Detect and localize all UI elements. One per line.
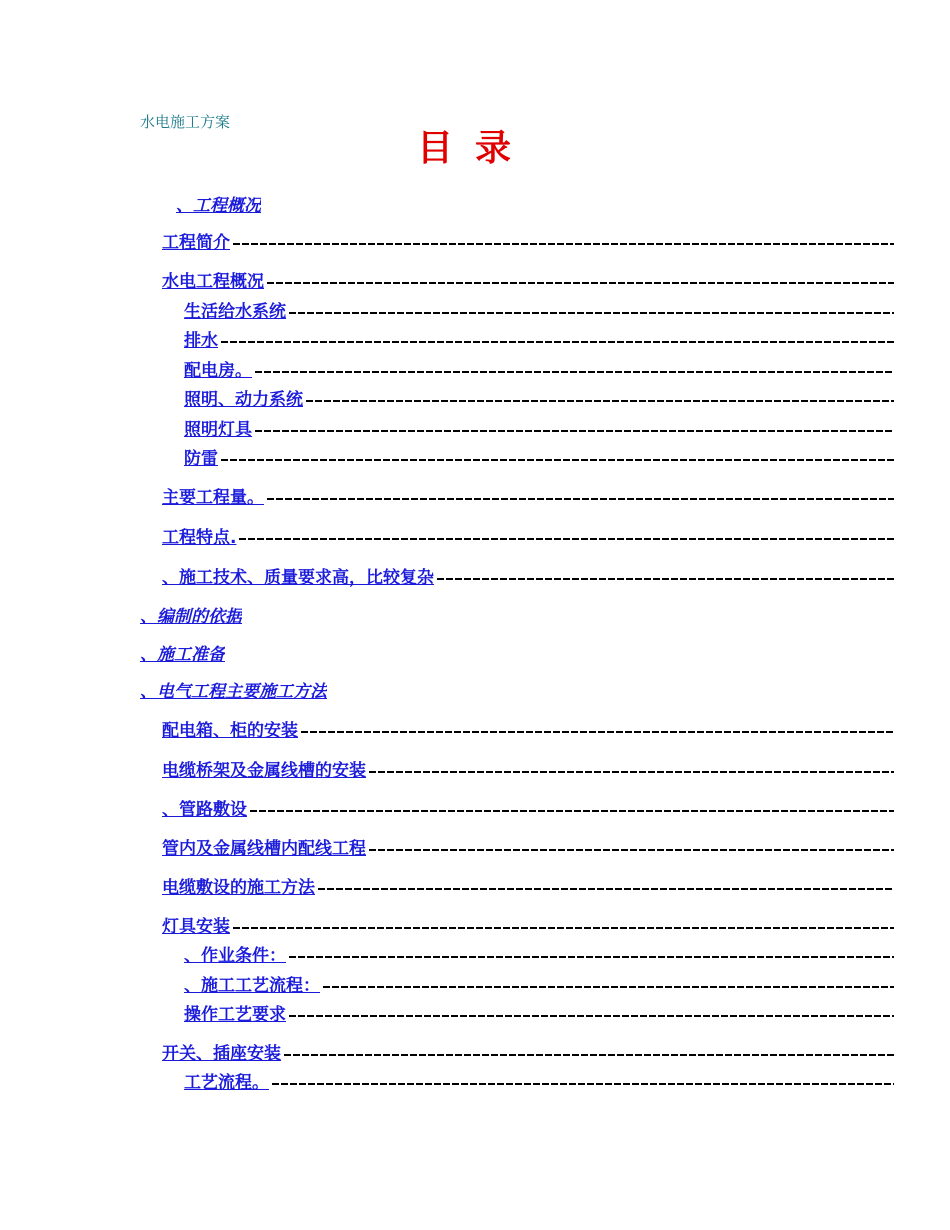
toc-item-lighting-fixtures[interactable] <box>184 418 894 440</box>
toc-label[interactable]: 、施工工艺流程： <box>184 976 320 996</box>
toc-item-work-conditions[interactable] <box>184 944 894 966</box>
toc-label[interactable]: 、编制的依据 <box>140 607 242 627</box>
toc-leader <box>289 1015 894 1017</box>
toc-section-electrical-methods[interactable] <box>140 680 327 702</box>
toc-label[interactable]: 、施工技术、质量要求高，比较复杂 <box>162 568 434 588</box>
toc-label[interactable]: 工程特点. <box>162 528 237 548</box>
toc-label[interactable]: 配电箱、柜的安装 <box>162 721 298 741</box>
toc-item-drainage[interactable] <box>184 329 894 351</box>
toc-label[interactable]: 主要工程量。 <box>162 488 264 508</box>
toc-leader <box>284 1054 894 1056</box>
toc-item-wiring[interactable] <box>162 837 894 859</box>
toc-label[interactable]: 、工程概况 <box>176 196 261 216</box>
toc-label[interactable]: 工艺流程。 <box>184 1073 269 1093</box>
toc-label[interactable]: 防雷 <box>184 449 218 469</box>
toc-label[interactable]: 生活给水系统 <box>184 302 286 322</box>
toc-item-water-electric-overview[interactable] <box>162 270 894 292</box>
toc-label[interactable]: 开关、插座安装 <box>162 1044 281 1064</box>
toc-item-process-flow[interactable] <box>184 974 894 996</box>
toc-item-lighting-power[interactable] <box>184 388 894 410</box>
toc-leader <box>233 243 894 245</box>
toc-label[interactable]: 、电气工程主要施工方法 <box>140 682 327 702</box>
toc-leader <box>239 538 894 540</box>
toc-label[interactable]: 电缆敷设的施工方法 <box>162 878 315 898</box>
toc-leader <box>233 927 894 929</box>
toc-label[interactable]: 灯具安装 <box>162 917 230 937</box>
toc-leader <box>369 771 894 773</box>
toc-leader <box>318 888 894 890</box>
toc-label[interactable]: 照明、动力系统 <box>184 390 303 410</box>
toc-item-project-intro[interactable] <box>162 231 894 253</box>
toc-leader <box>221 341 894 343</box>
toc-leader <box>301 731 894 733</box>
toc-item-cabinet-install[interactable] <box>162 719 894 741</box>
toc-leader <box>306 400 894 402</box>
running-header: 水电施工方案 <box>140 113 231 131</box>
toc-label[interactable]: 、作业条件： <box>184 946 286 966</box>
toc-label[interactable]: 照明灯具 <box>184 420 252 440</box>
toc-section-preparation[interactable] <box>140 643 225 665</box>
toc-item-switch-process-flow[interactable] <box>184 1071 894 1093</box>
toc-leader <box>221 459 894 461</box>
toc-leader <box>437 578 894 580</box>
toc-section-basis[interactable] <box>140 605 242 627</box>
toc-label[interactable]: 操作工艺要求 <box>184 1005 286 1025</box>
toc-item-conduit-laying[interactable] <box>162 798 894 820</box>
toc-leader <box>255 371 894 373</box>
toc-item-switch-socket[interactable] <box>162 1042 894 1064</box>
toc-label[interactable]: 排水 <box>184 331 218 351</box>
toc-item-lamp-install[interactable] <box>162 915 894 937</box>
toc-item-lightning-protection[interactable] <box>184 447 894 469</box>
toc-item-technical-quality[interactable] <box>162 566 894 588</box>
toc-leader <box>250 810 894 812</box>
toc-label[interactable]: 、施工准备 <box>140 645 225 665</box>
toc-leader <box>255 430 894 432</box>
toc-item-operation-requirements[interactable] <box>184 1003 894 1025</box>
toc-leader <box>267 282 894 284</box>
toc-item-distribution-room[interactable] <box>184 359 894 381</box>
toc-title: 目录 <box>416 127 533 169</box>
toc-item-cable-laying[interactable] <box>162 876 894 898</box>
toc-label[interactable]: 、管路敷设 <box>162 800 247 820</box>
toc-leader <box>289 956 894 958</box>
toc-leader <box>289 312 894 314</box>
toc-section-project-overview[interactable] <box>176 194 261 216</box>
toc-leader <box>369 849 894 851</box>
toc-label[interactable]: 工程简介 <box>162 233 230 253</box>
toc-leader <box>323 986 894 988</box>
toc-label[interactable]: 管内及金属线槽内配线工程 <box>162 839 366 859</box>
toc-label[interactable]: 配电房。 <box>184 361 252 381</box>
toc-leader <box>272 1083 894 1085</box>
toc-item-cable-tray[interactable] <box>162 759 894 781</box>
toc-item-project-features[interactable] <box>162 526 894 548</box>
toc-item-main-quantities[interactable] <box>162 486 894 508</box>
toc-item-water-supply[interactable] <box>184 300 894 322</box>
toc-label[interactable]: 电缆桥架及金属线槽的安装 <box>162 761 366 781</box>
toc-label[interactable]: 水电工程概况 <box>162 272 264 292</box>
toc-leader <box>267 498 894 500</box>
